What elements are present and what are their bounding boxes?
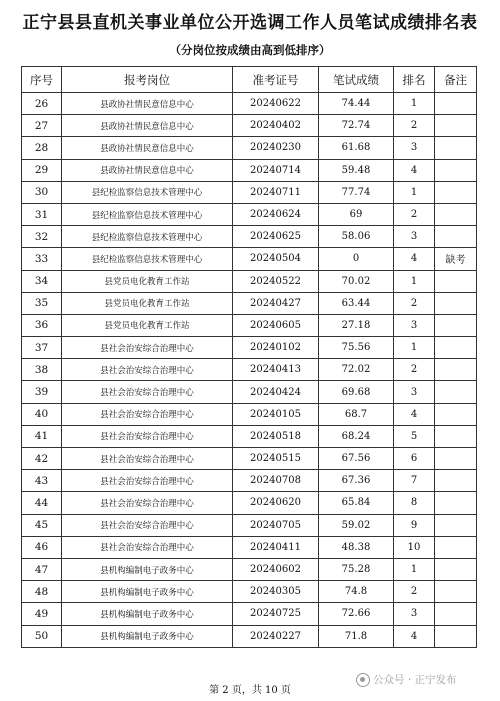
- cell-rank: 4: [394, 248, 435, 270]
- watermark: [356, 672, 457, 687]
- cell-score: 72.02: [319, 359, 394, 381]
- cell-score: 63.44: [319, 292, 394, 314]
- table-row: [22, 536, 477, 558]
- cell-position: 县机构编制电子政务中心: [62, 581, 233, 603]
- cell-score: 72.66: [319, 603, 394, 625]
- cell-ticket-number: 20240402: [233, 115, 319, 137]
- cell-position: 县社会治安综合治理中心: [62, 492, 233, 514]
- table-row: [22, 381, 477, 403]
- cell-note: 缺考: [435, 248, 477, 270]
- cell-ticket-number: 20240708: [233, 470, 319, 492]
- cell-score: 59.48: [319, 159, 394, 181]
- cell-ticket-number: 20240518: [233, 425, 319, 447]
- cell-ticket-number: 20240714: [233, 159, 319, 181]
- table-row: [22, 492, 477, 514]
- cell-position: 县纪检监察信息技术管理中心: [62, 181, 233, 203]
- cell-score: 27.18: [319, 314, 394, 336]
- results-table: [21, 66, 477, 648]
- cell-note: [435, 159, 477, 181]
- table-row: [22, 181, 477, 203]
- table-row: [22, 226, 477, 248]
- cell-rank: 3: [394, 603, 435, 625]
- cell-index: 32: [22, 226, 62, 248]
- cell-ticket-number: 20240427: [233, 292, 319, 314]
- cell-score: 68.24: [319, 425, 394, 447]
- cell-ticket-number: 20240625: [233, 226, 319, 248]
- cell-index: 43: [22, 470, 62, 492]
- cell-score: 67.56: [319, 448, 394, 470]
- cell-note: [435, 203, 477, 225]
- cell-ticket-number: 20240725: [233, 603, 319, 625]
- page-title: 正宁县县直机关事业单位公开选调工作人员笔试成绩排名表: [22, 13, 478, 33]
- cell-note: [435, 514, 477, 536]
- cell-ticket-number: 20240602: [233, 558, 319, 580]
- column-header-index: 序号: [22, 67, 62, 93]
- cell-position: 县党员电化教育工作站: [62, 270, 233, 292]
- column-header-position: 报考岗位: [62, 67, 233, 93]
- cell-rank: 2: [394, 292, 435, 314]
- cell-ticket-number: 20240504: [233, 248, 319, 270]
- column-header-note: 备注: [435, 67, 477, 93]
- cell-rank: 3: [394, 314, 435, 336]
- cell-rank: 10: [394, 536, 435, 558]
- cell-score: 68.7: [319, 403, 394, 425]
- cell-ticket-number: 20240515: [233, 448, 319, 470]
- table-row: [22, 558, 477, 580]
- cell-note: [435, 226, 477, 248]
- table-row: [22, 403, 477, 425]
- cell-position: 县机构编制电子政务中心: [62, 558, 233, 580]
- cell-position: 县社会治安综合治理中心: [62, 425, 233, 447]
- cell-ticket-number: 20240424: [233, 381, 319, 403]
- table-header-row: [22, 67, 477, 93]
- page-footer: 第 2 页，共 10 页: [209, 685, 291, 696]
- cell-position: 县机构编制电子政务中心: [62, 625, 233, 647]
- cell-position: 县社会治安综合治理中心: [62, 359, 233, 381]
- cell-rank: 3: [394, 381, 435, 403]
- cell-score: 71.8: [319, 625, 394, 647]
- cell-note: [435, 292, 477, 314]
- cell-index: 40: [22, 403, 62, 425]
- table-row: [22, 93, 477, 115]
- cell-position: 县纪检监察信息技术管理中心: [62, 203, 233, 225]
- cell-index: 30: [22, 181, 62, 203]
- cell-index: 28: [22, 137, 62, 159]
- cell-position: 县机构编制电子政务中心: [62, 603, 233, 625]
- cell-rank: 1: [394, 181, 435, 203]
- cell-note: [435, 603, 477, 625]
- cell-rank: 5: [394, 425, 435, 447]
- table-row: [22, 314, 477, 336]
- cell-index: 44: [22, 492, 62, 514]
- cell-position: 县政协社情民意信息中心: [62, 137, 233, 159]
- cell-ticket-number: 20240305: [233, 581, 319, 603]
- cell-ticket-number: 20240227: [233, 625, 319, 647]
- cell-position: 县社会治安综合治理中心: [62, 470, 233, 492]
- cell-score: 69: [319, 203, 394, 225]
- table-row: [22, 292, 477, 314]
- cell-rank: 9: [394, 514, 435, 536]
- cell-ticket-number: 20240413: [233, 359, 319, 381]
- cell-index: 33: [22, 248, 62, 270]
- cell-rank: 1: [394, 93, 435, 115]
- cell-note: [435, 625, 477, 647]
- table-row: [22, 270, 477, 292]
- cell-score: 61.68: [319, 137, 394, 159]
- cell-index: 29: [22, 159, 62, 181]
- cell-position: 县政协社情民意信息中心: [62, 159, 233, 181]
- cell-position: 县纪检监察信息技术管理中心: [62, 226, 233, 248]
- cell-index: 45: [22, 514, 62, 536]
- column-header-score: 笔试成绩: [319, 67, 394, 93]
- cell-note: [435, 270, 477, 292]
- wechat-official-account-icon: [356, 673, 370, 687]
- cell-position: 县社会治安综合治理中心: [62, 337, 233, 359]
- cell-note: [435, 314, 477, 336]
- cell-note: [435, 359, 477, 381]
- cell-score: 74.8: [319, 581, 394, 603]
- cell-score: 65.84: [319, 492, 394, 514]
- cell-ticket-number: 20240711: [233, 181, 319, 203]
- cell-note: [435, 137, 477, 159]
- cell-rank: 2: [394, 359, 435, 381]
- table-row: [22, 115, 477, 137]
- cell-rank: 3: [394, 226, 435, 248]
- cell-position: 县社会治安综合治理中心: [62, 448, 233, 470]
- column-header-ticket-number: 准考证号: [233, 67, 319, 93]
- cell-position: 县纪检监察信息技术管理中心: [62, 248, 233, 270]
- table-row: [22, 203, 477, 225]
- cell-position: 县党员电化教育工作站: [62, 314, 233, 336]
- table-row: [22, 448, 477, 470]
- cell-rank: 2: [394, 203, 435, 225]
- cell-ticket-number: 20240411: [233, 536, 319, 558]
- cell-score: 59.02: [319, 514, 394, 536]
- cell-note: [435, 93, 477, 115]
- cell-rank: 4: [394, 403, 435, 425]
- cell-score: 58.06: [319, 226, 394, 248]
- cell-index: 27: [22, 115, 62, 137]
- cell-score: 48.38: [319, 536, 394, 558]
- cell-note: [435, 381, 477, 403]
- table-body: [22, 93, 477, 648]
- cell-index: 46: [22, 536, 62, 558]
- cell-score: 70.02: [319, 270, 394, 292]
- cell-index: 31: [22, 203, 62, 225]
- cell-position: 县社会治安综合治理中心: [62, 403, 233, 425]
- cell-rank: 4: [394, 159, 435, 181]
- table-row: [22, 159, 477, 181]
- cell-ticket-number: 20240522: [233, 270, 319, 292]
- cell-rank: 7: [394, 470, 435, 492]
- cell-rank: 8: [394, 492, 435, 514]
- cell-note: [435, 115, 477, 137]
- table-row: [22, 603, 477, 625]
- cell-note: [435, 181, 477, 203]
- table-row: [22, 425, 477, 447]
- cell-ticket-number: 20240705: [233, 514, 319, 536]
- cell-score: 77.74: [319, 181, 394, 203]
- cell-index: 39: [22, 381, 62, 403]
- cell-index: 35: [22, 292, 62, 314]
- cell-score: 75.28: [319, 558, 394, 580]
- cell-index: 48: [22, 581, 62, 603]
- cell-score: 0: [319, 248, 394, 270]
- cell-note: [435, 581, 477, 603]
- cell-score: 72.74: [319, 115, 394, 137]
- cell-index: 34: [22, 270, 62, 292]
- column-header-rank: 排名: [394, 67, 435, 93]
- cell-position: 县社会治安综合治理中心: [62, 536, 233, 558]
- table-row: [22, 359, 477, 381]
- cell-rank: 2: [394, 581, 435, 603]
- cell-note: [435, 536, 477, 558]
- table-row: [22, 337, 477, 359]
- cell-ticket-number: 20240624: [233, 203, 319, 225]
- cell-rank: 1: [394, 337, 435, 359]
- cell-ticket-number: 20240102: [233, 337, 319, 359]
- cell-score: 74.44: [319, 93, 394, 115]
- cell-note: [435, 337, 477, 359]
- cell-ticket-number: 20240622: [233, 93, 319, 115]
- cell-rank: 6: [394, 448, 435, 470]
- table-row: [22, 514, 477, 536]
- cell-score: 69.68: [319, 381, 394, 403]
- cell-position: 县社会治安综合治理中心: [62, 381, 233, 403]
- table-row: [22, 470, 477, 492]
- cell-index: 36: [22, 314, 62, 336]
- cell-score: 67.36: [319, 470, 394, 492]
- cell-index: 38: [22, 359, 62, 381]
- cell-index: 26: [22, 93, 62, 115]
- watermark-text: 公众号 · 正宁发布: [373, 674, 457, 686]
- cell-ticket-number: 20240620: [233, 492, 319, 514]
- cell-rank: 1: [394, 270, 435, 292]
- table-row: [22, 625, 477, 647]
- cell-ticket-number: 20240230: [233, 137, 319, 159]
- table-row: [22, 248, 477, 270]
- cell-index: 37: [22, 337, 62, 359]
- cell-index: 50: [22, 625, 62, 647]
- cell-index: 42: [22, 448, 62, 470]
- cell-position: 县党员电化教育工作站: [62, 292, 233, 314]
- cell-rank: 2: [394, 115, 435, 137]
- cell-position: 县社会治安综合治理中心: [62, 514, 233, 536]
- cell-note: [435, 403, 477, 425]
- cell-index: 49: [22, 603, 62, 625]
- cell-note: [435, 448, 477, 470]
- table-row: [22, 137, 477, 159]
- page-subtitle: （分岗位按成绩由高到低排序）: [169, 43, 331, 57]
- cell-position: 县政协社情民意信息中心: [62, 93, 233, 115]
- table-row: [22, 581, 477, 603]
- cell-rank: 4: [394, 625, 435, 647]
- cell-position: 县政协社情民意信息中心: [62, 115, 233, 137]
- cell-note: [435, 470, 477, 492]
- cell-note: [435, 558, 477, 580]
- cell-ticket-number: 20240605: [233, 314, 319, 336]
- cell-note: [435, 425, 477, 447]
- cell-rank: 3: [394, 137, 435, 159]
- cell-index: 41: [22, 425, 62, 447]
- cell-note: [435, 492, 477, 514]
- cell-index: 47: [22, 558, 62, 580]
- cell-rank: 1: [394, 558, 435, 580]
- cell-score: 75.56: [319, 337, 394, 359]
- cell-ticket-number: 20240105: [233, 403, 319, 425]
